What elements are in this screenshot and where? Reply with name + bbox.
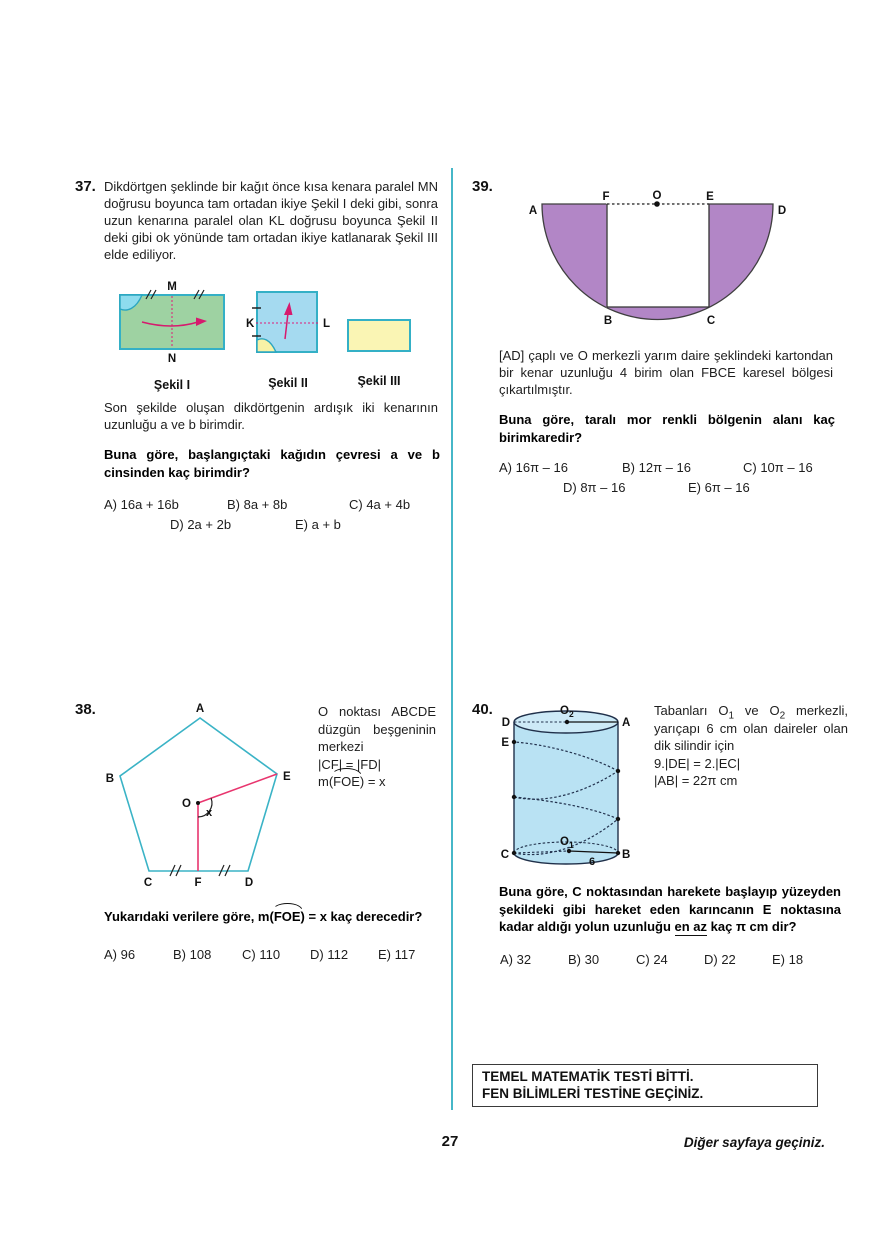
pentagon-drawing — [85, 700, 325, 900]
underlined-en-az: en az — [674, 919, 708, 934]
question-39-number: 39. — [472, 178, 493, 195]
option-39-e: E) 6π – 16 — [688, 480, 750, 495]
test-end-notice-box — [472, 1064, 818, 1107]
point-label-l: L — [323, 318, 331, 330]
option-38-b: B) 108 — [173, 947, 212, 962]
point-label-m: M — [167, 281, 177, 293]
figure-sekil-2 — [243, 286, 333, 390]
option-37-b: B) 8a + 8b — [227, 497, 288, 512]
arc-foe: FOE — [273, 909, 301, 924]
question-40-pre: Buna göre, C noktasından harekete başlayıp yüzeyden şekildeki gibi hareket eden karıncanın E noktasına kadar aldığı yolun uzunluğu — [499, 884, 841, 934]
option-40-e: E) 18 — [772, 952, 804, 967]
removed-square-fbce — [606, 203, 708, 307]
option-37-d: D) 2a + 2b — [170, 517, 232, 532]
center-label-o1: $O_1$ — [560, 836, 574, 850]
sekil-3-drawing — [346, 318, 412, 354]
question-40-question — [499, 883, 841, 936]
option-37-c: C) 4a + 4b — [349, 497, 411, 512]
center-label-o2: $O_2$ — [560, 705, 574, 719]
notice-line-2: FEN BİLİMLERİ TESTİNE GEÇİNİZ. — [482, 1085, 704, 1101]
point-label-a: A — [195, 703, 205, 715]
point-label-c: C — [706, 315, 716, 327]
point-e — [512, 740, 516, 744]
point-label-b: B — [105, 773, 114, 785]
question-38-pre: Yukarıdaki verilere göre, m( — [104, 909, 274, 924]
point-label-d: D — [244, 877, 254, 889]
figure-caption: Şekil II — [268, 376, 308, 390]
question-38-number: 38. — [75, 701, 96, 718]
given-line-3 — [318, 773, 436, 791]
sekil-1-drawing — [112, 278, 232, 373]
semicircle-drawing — [520, 187, 800, 337]
option-39-d: D) 8π – 16 — [563, 480, 626, 495]
question-37-body: Dikdörtgen şeklinde bir kağıt önce kısa kenara paralel MN doğrusu boyunca tam ortadan ikiye Şekil I deki gibi, sonra uzun kenarına paralel olan KL doğrusu boyunca Şekil II deki gibi ok yönünde tam ortadan ikiye katlanarak Şekil III elde ediliyor. — [104, 179, 438, 262]
question-38-question — [104, 908, 449, 926]
question-37-number: 37. — [75, 178, 96, 195]
given-text: merkezli, yarıçapı 6 cm olan daireler olan dik silindir için — [654, 703, 849, 753]
point-label-f: F — [194, 877, 202, 889]
option-38-e: E) 117 — [378, 947, 416, 962]
question-40-given — [654, 702, 848, 790]
arc-foe: FOE — [333, 774, 360, 789]
point-label-d: D — [777, 205, 787, 217]
figure-pentagon — [85, 700, 325, 905]
question-40-number: 40. — [472, 701, 493, 718]
option-40-c: C) 24 — [636, 952, 668, 967]
angle-label-x: x — [206, 807, 213, 819]
option-39-b: B) 12π – 16 — [622, 460, 691, 475]
option-37-a: A) 16a + 16b — [104, 497, 179, 512]
point-c — [512, 851, 516, 855]
page-number: 27 — [441, 1133, 459, 1150]
center-point-o2 — [565, 720, 569, 724]
center-point-o — [654, 201, 660, 207]
option-40-d: D) 22 — [704, 952, 736, 967]
question-40-post: kaç π cm dir? — [707, 919, 797, 934]
point-label-c: C — [500, 849, 509, 861]
option-38-d: D) 112 — [310, 947, 349, 962]
option-39-c: C) 10π – 16 — [743, 460, 813, 475]
point-b — [616, 851, 620, 855]
option-38-c: C) 110 — [242, 947, 281, 962]
given-text: ve O — [734, 703, 780, 718]
point-label-b: B — [622, 849, 631, 861]
point-label-a: A — [528, 205, 538, 217]
question-38-given — [318, 703, 436, 791]
figure-caption: Şekil I — [153, 378, 191, 392]
given-line-1: O noktası ABCDE düzgün beşgeninin merkezi — [318, 704, 436, 754]
given-line-3: |AB| = 22π cm — [654, 773, 738, 788]
point-label-e: E — [283, 771, 291, 783]
question-37-question: Buna göre, başlangıçtaki kağıdın çevresi a ve b cinsinden kaç birimdir? — [104, 447, 440, 480]
radius-value-label: 6 — [589, 856, 596, 868]
point-label-n: N — [167, 353, 177, 365]
option-38-a: A) 96 — [104, 947, 136, 962]
question-39-question: Buna göre, taralı mor renkli bölgenin alanı kaç birimkaredir? — [499, 412, 835, 445]
question-37-body2: Son şekilde oluşan dikdörtgenin ardışık iki kenarının uzunluğu a ve b birimdir. — [104, 400, 438, 432]
point-label-k: K — [246, 318, 255, 330]
subscript-1: 1 — [728, 710, 735, 722]
segment-oe — [198, 774, 277, 803]
figure-cylinder — [494, 698, 631, 888]
path-point-right-upper — [616, 769, 620, 773]
given-line-2: |CF| = |FD| — [318, 756, 381, 772]
measure-prefix: m( — [318, 774, 334, 789]
point-label-e: E — [706, 191, 714, 203]
point-label-c: C — [143, 877, 153, 889]
question-38-post: ) = x kaç derecedir? — [300, 909, 423, 924]
option-40-b: B) 30 — [568, 952, 600, 967]
path-point-left — [512, 795, 516, 799]
measure-suffix: ) = x — [359, 774, 386, 789]
point-label-a: A — [622, 717, 631, 729]
option-39-a: A) 16π – 16 — [499, 460, 568, 475]
cylinder-drawing — [494, 698, 631, 883]
option-37-e: E) a + b — [295, 517, 341, 532]
point-label-o: O — [182, 798, 191, 810]
figure-sekil-3 — [346, 318, 412, 388]
point-label-d: D — [501, 717, 510, 729]
figure-caption: Şekil III — [357, 374, 401, 388]
subscript-2: 2 — [779, 710, 786, 722]
point-label-b: B — [603, 315, 613, 327]
point-label-o: O — [652, 190, 662, 202]
column-divider — [451, 168, 453, 1110]
point-label-f: F — [602, 191, 610, 203]
folded-paper-rectangle — [348, 320, 410, 351]
notice-line-1: TEMEL MATEMATİK TESTİ BİTTİ. — [482, 1069, 694, 1084]
given-paragraph — [654, 702, 848, 755]
point-label-e: E — [501, 737, 509, 749]
given-text: Tabanları O — [654, 703, 729, 718]
option-40-a: A) 32 — [500, 952, 532, 967]
next-page-note: Diğer sayfaya geçiniz. — [683, 1135, 825, 1150]
given-line-2: 9.|DE| = 2.|EC| — [654, 755, 741, 771]
path-point-right-lower — [616, 817, 620, 821]
figure-semicircle — [520, 187, 800, 342]
center-point-o — [196, 801, 200, 805]
sekil-2-drawing — [243, 286, 333, 366]
question-39-body: [AD] çaplı ve O merkezli yarım daire şeklindeki kartondan bir kenar uzunluğu 4 birim olan FBCE karesel bölgesi çıkartılmıştır. — [499, 348, 833, 397]
figure-sekil-1 — [112, 278, 232, 392]
